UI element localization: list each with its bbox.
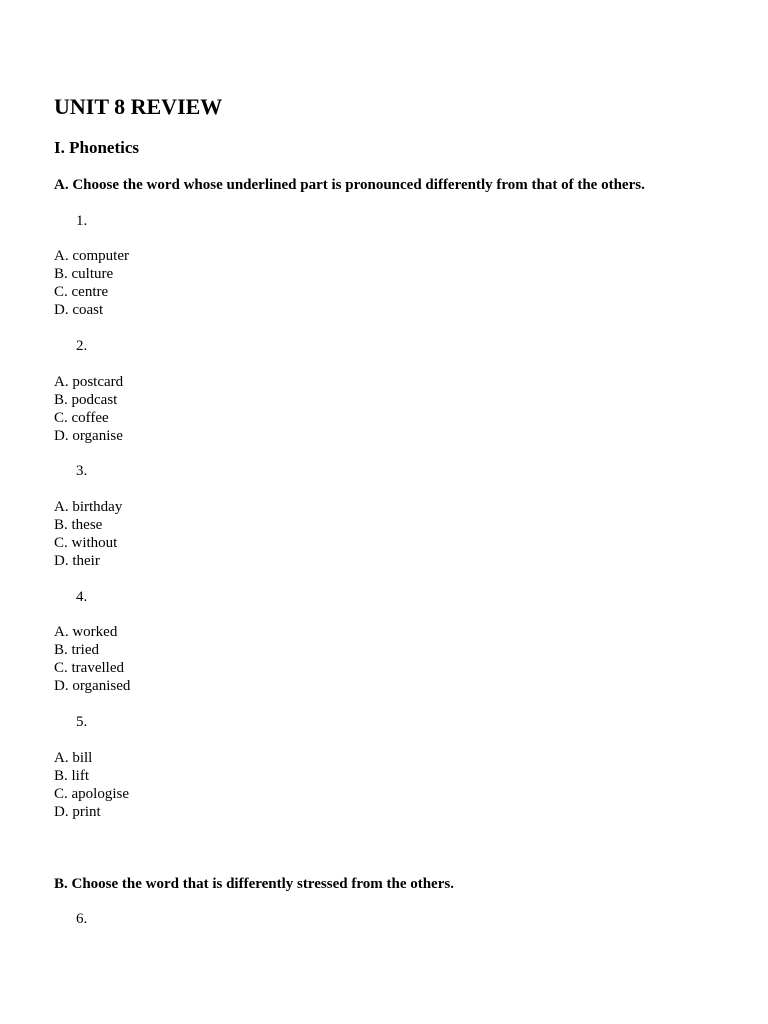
option: C. apologise <box>54 786 129 802</box>
option: C. coffee <box>54 410 109 426</box>
option: A. birthday <box>54 499 123 515</box>
option: B. these <box>54 517 103 533</box>
option: D. coast <box>54 302 104 318</box>
option: A. computer <box>54 248 129 264</box>
option: A. worked <box>54 624 118 640</box>
part-b-instruction: B. Choose the word that is differently stressed from the others. <box>54 876 454 892</box>
option: A. postcard <box>54 374 124 390</box>
option: D. organised <box>54 678 131 694</box>
option-list <box>54 623 130 695</box>
option: C. without <box>54 535 118 551</box>
option: D. print <box>54 804 101 820</box>
option-list <box>54 749 129 821</box>
option: B. podcast <box>54 392 118 408</box>
option: C. centre <box>54 284 109 300</box>
option: C. travelled <box>54 660 124 676</box>
question-number: 5. <box>76 714 88 730</box>
page-title: UNIT 8 REVIEW <box>54 94 223 119</box>
question-number: 6. <box>76 911 88 927</box>
question-number: 4. <box>76 589 88 605</box>
question-number: 1. <box>76 213 88 229</box>
option: A. bill <box>54 750 93 766</box>
section-heading: I. Phonetics <box>54 138 139 157</box>
part-a-instruction: A. Choose the word whose underlined part is pronounced differently from that of the others. <box>54 177 645 193</box>
option: D. their <box>54 553 100 569</box>
option-list <box>54 498 122 570</box>
option: B. culture <box>54 266 114 282</box>
option-list <box>54 373 123 445</box>
option-list <box>54 247 129 319</box>
option: B. tried <box>54 642 99 658</box>
option: D. organise <box>54 428 123 444</box>
question-number: 3. <box>76 463 88 479</box>
option: B. lift <box>54 768 90 784</box>
question-number: 2. <box>76 338 88 354</box>
